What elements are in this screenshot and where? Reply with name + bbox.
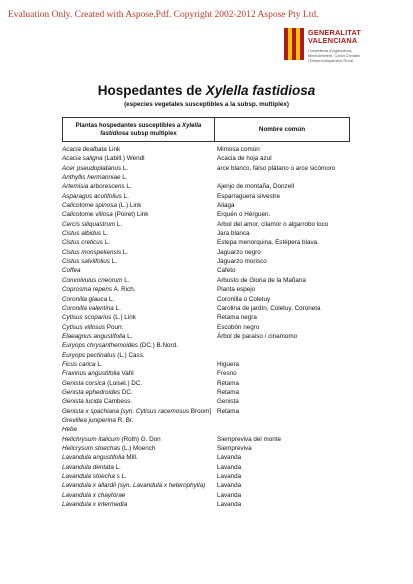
species-name [62,182,132,191]
species-binomial: Coronilla valentina [62,304,114,312]
species-binomial: Cistus creticus [62,239,103,247]
species-binomial: Lavandula x intermedia [62,501,128,509]
species-binomial: Euryops pectinatus [62,351,116,359]
logo-dept-line: Conselleria d'Agricultura, [308,48,353,53]
species-name [62,379,142,388]
species-binomial: Asparagus acutifolius [62,192,122,200]
table-row [62,444,362,453]
species-author: Pourr. [105,323,124,331]
table-row [62,407,362,416]
common-name: Planta espejo [217,286,256,294]
species-author: Link [106,146,121,153]
species-name [62,229,108,238]
species-author: (L.) Moench [120,445,156,452]
species-binomial: Lavandula x chaytorae [62,491,126,499]
table-row [62,472,362,481]
species-author: L. [101,230,109,238]
species-binomial: Hebe [62,426,78,434]
species-name [62,145,120,154]
table-row [62,285,362,294]
table-row [62,229,362,238]
common-name: Lavanda [217,482,242,490]
species-name [62,491,125,500]
species-name [62,481,205,490]
common-name: Ajenjo de montaña, Donzell [217,183,295,191]
table-row [62,220,362,229]
species-author: L. [109,258,117,266]
common-name: Arbol del amor, cilamor o algarrobo loco [217,220,329,228]
species-author: (Poiret) Link [112,211,149,219]
table-row [62,491,362,500]
species-author: L. [102,239,110,247]
species-binomial: Lavandula angustifolia [62,454,125,462]
table-row [62,341,362,350]
logo-department [308,48,398,63]
species-name [62,248,128,257]
species-binomial: Cistus salviifolius [62,258,110,266]
species-author: L. [121,164,129,172]
species-name [62,304,121,313]
species-name [62,164,128,173]
table-row [62,154,362,163]
species-author: Vahl [119,370,134,378]
species-binomial: Acacia dealbata [62,146,107,153]
evaluation-watermark: Evaluation Only. Created with Aspose.Pdf. Copyright 2002-2012 Aspose Pty Ltd. [8,10,319,20]
table-row [62,453,362,462]
header-plants [63,118,215,141]
table-row [62,323,362,332]
table-row [62,332,362,341]
table-row [62,266,362,275]
species-name [62,313,136,322]
page-title [0,83,413,98]
species-binomial: Cercis siliquastrum [62,220,116,228]
species-author: R. Br. [115,416,134,424]
generalitat-logo [284,28,396,80]
species-author: L. [124,183,132,191]
title-prefix: Hospedantes de [97,83,206,98]
species-name [62,173,127,182]
species-author: L. [95,360,103,368]
logo-name [308,29,361,46]
table-row [62,257,362,266]
species-name [62,351,145,360]
species-author: (DC.) B.Nord. [137,342,178,350]
common-name: Acacia de hoja azul [217,155,272,163]
species-author: L. [107,295,115,303]
logo-dept-line: Medi Ambient, Canvi Climàtic [308,53,361,58]
table-row [62,210,362,219]
common-name: Jaguarzo negro [217,248,261,256]
species-binomial: Ficus carica [62,360,96,368]
common-name: Fresno [217,370,237,378]
common-name: Aliaga [217,202,235,210]
species-author: Broom] [189,407,212,415]
species-binomial: Cytisus villosus [62,323,106,331]
species-name [62,444,155,453]
species-name [62,192,129,201]
common-name: Siempreviva del monte [217,435,282,443]
species-binomial: Genista lucida [62,398,102,406]
species-author: (L.) Link [116,202,142,210]
table-row [62,276,362,285]
species-list [62,145,362,509]
table-row [62,173,362,182]
table-row [62,397,362,406]
species-author: Mill. [124,454,138,462]
common-name: Siempreviva [217,445,252,452]
common-name: Genista [217,398,239,406]
common-name: Coronilla o Coletuy [217,295,271,303]
species-binomial: Cytisus scoparius [62,314,112,322]
species-binomial: Fraxinus angustifolia [62,370,120,378]
table-row [62,238,362,247]
species-name [62,435,161,444]
common-name: Retama negra [217,314,257,322]
table-row [62,192,362,201]
species-name [62,285,136,294]
table-row [62,435,362,444]
table-row [62,164,362,173]
table-row [62,351,362,360]
species-name [62,453,138,462]
species-binomial: Lavandula stoecha s L. [62,473,127,481]
species-binomial: Anthyllis hermanniae [62,174,121,182]
page-subtitle: (especies vegetales susceptibles a la subsp. multiplex) [124,101,289,108]
species-binomial: Helichrysum italicum [62,435,120,443]
table-row [62,463,362,472]
species-name [62,463,121,472]
species-binomial: Coffea [62,267,81,275]
logo-dept-line: i Desenvolupament Rural [308,58,353,63]
species-author: (L.) Link [111,314,136,322]
species-binomial: Convolvulus cneorum [62,276,123,284]
species-author: L. [115,220,123,228]
species-binomial: Elaeagnus angustifolia [62,332,126,340]
common-name: arce blanco, falso plátano o arce sicómoro [217,164,336,172]
species-binomial: Artemisia arborescens [62,183,125,191]
common-name: Lavanda [217,463,242,471]
table-row [62,201,362,210]
table-row [62,145,362,154]
species-author: (L.) Cass. [115,351,145,359]
table-header [62,117,350,142]
common-name: Erquén o Hérguen. [217,211,271,219]
species-author: L. [113,463,121,471]
common-name: Jaguarzo morisco [217,258,267,266]
species-name [62,276,130,285]
species-author: L. [125,332,133,340]
species-binomial: Acer pseudoplatanus [62,164,122,172]
species-binomial: Genista corsica [62,379,106,387]
species-binomial: Grevillea juniperina [62,416,116,424]
species-author: L. [121,192,129,200]
species-name [62,332,132,341]
header-plants-species: Xylella fastidiosa [100,122,202,137]
species-binomial: Calicotome villosa [62,211,113,219]
common-name: Esparraguera silvestre [217,192,280,200]
species-binomial: Lavandula dentata [62,463,114,471]
species-name [62,388,133,397]
table-row [62,295,362,304]
species-author: L. [121,248,129,256]
common-name: Lavanda [217,491,242,499]
common-name: Cafeto [217,267,236,275]
crest-stripes-icon [284,28,304,60]
species-binomial: Calicotome spinosa [62,202,117,210]
species-name [62,397,132,406]
common-name: Arbusto de Gloria de la Mañana [217,276,306,284]
common-name: Retama [217,388,240,396]
species-author: A. Rich. [112,286,136,294]
species-name [62,266,81,275]
common-name: Lavanda [217,501,242,509]
species-binomial: Helicrysum stoechas [62,445,121,452]
header-plants-part3: subsp multiplex [128,129,177,137]
species-name [62,238,110,247]
species-author: (Loisel.) DC. [105,379,143,387]
species-name [62,500,127,509]
common-name: Jara blanca [217,230,250,238]
species-name [62,407,211,416]
table-row [62,481,362,490]
species-author: L. [120,174,128,182]
species-author: Cambess. [101,398,133,406]
species-binomial: Cistus monspeliensis [62,248,122,256]
header-common-name: Nombre común [258,126,306,133]
species-name [62,369,134,378]
species-binomial: Lavandula x allardii (syn. Lavandula x heterophylla) [62,482,206,490]
species-binomial: Cistus albidus [62,230,102,238]
table-row [62,379,362,388]
table-row [62,388,362,397]
species-name [62,416,133,425]
species-name [62,323,124,332]
title-species: Xylella fastidiosa [205,83,316,98]
table-row [62,416,362,425]
species-name [62,210,148,219]
logo-name-line2: VALENCIANA [308,36,358,46]
common-name: Retama [217,407,240,415]
table-row [62,182,362,191]
species-author: (Roth) G. Don [119,435,161,443]
common-name: Árbol de paraiso / cinamomo [217,332,298,340]
common-name: Lavanda [217,454,242,462]
species-author: DC. [120,388,133,396]
species-author: L. [113,304,121,312]
species-binomial: Coronilla glauca [62,295,108,303]
species-name [62,257,117,266]
common-name: Carolina de jardín, Coletuy, Coroneta [217,304,321,312]
species-name [62,341,178,350]
species-binomial: Genista ephedroides [62,388,121,396]
table-row [62,360,362,369]
species-name [62,154,145,163]
table-row [62,369,362,378]
species-binomial: Coprosma repens [62,286,113,294]
common-name: Retama [217,379,240,387]
species-name [62,220,122,229]
table-row [62,425,362,434]
species-name [62,201,141,210]
species-binomial: Euryops chrysanthemoides [62,342,138,350]
species-name [62,360,103,369]
species-author: (Labill.) Wendl [102,155,145,163]
common-name: Estepa menorquina, Estépera blava. [217,239,319,247]
species-name [62,295,114,304]
common-name: Higuera [217,360,240,368]
table-row [62,313,362,322]
species-binomial: Acacia saligna [62,155,103,163]
species-binomial: Genista x spachiana [syn. Cytisus racemosus [62,407,190,415]
table-row [62,248,362,257]
table-row [62,500,362,509]
common-name: Mimosa común [217,146,260,153]
logo-name-line1: GENERALITAT [308,28,362,37]
species-name [62,472,127,481]
species-name [62,425,77,434]
common-name: Escobón negro [217,323,260,331]
species-author: L. [122,276,130,284]
table-row [62,304,362,313]
common-name: Lavanda [217,473,242,481]
header-plants-part1: Plantas hospedantes susceptibles a [75,122,183,129]
